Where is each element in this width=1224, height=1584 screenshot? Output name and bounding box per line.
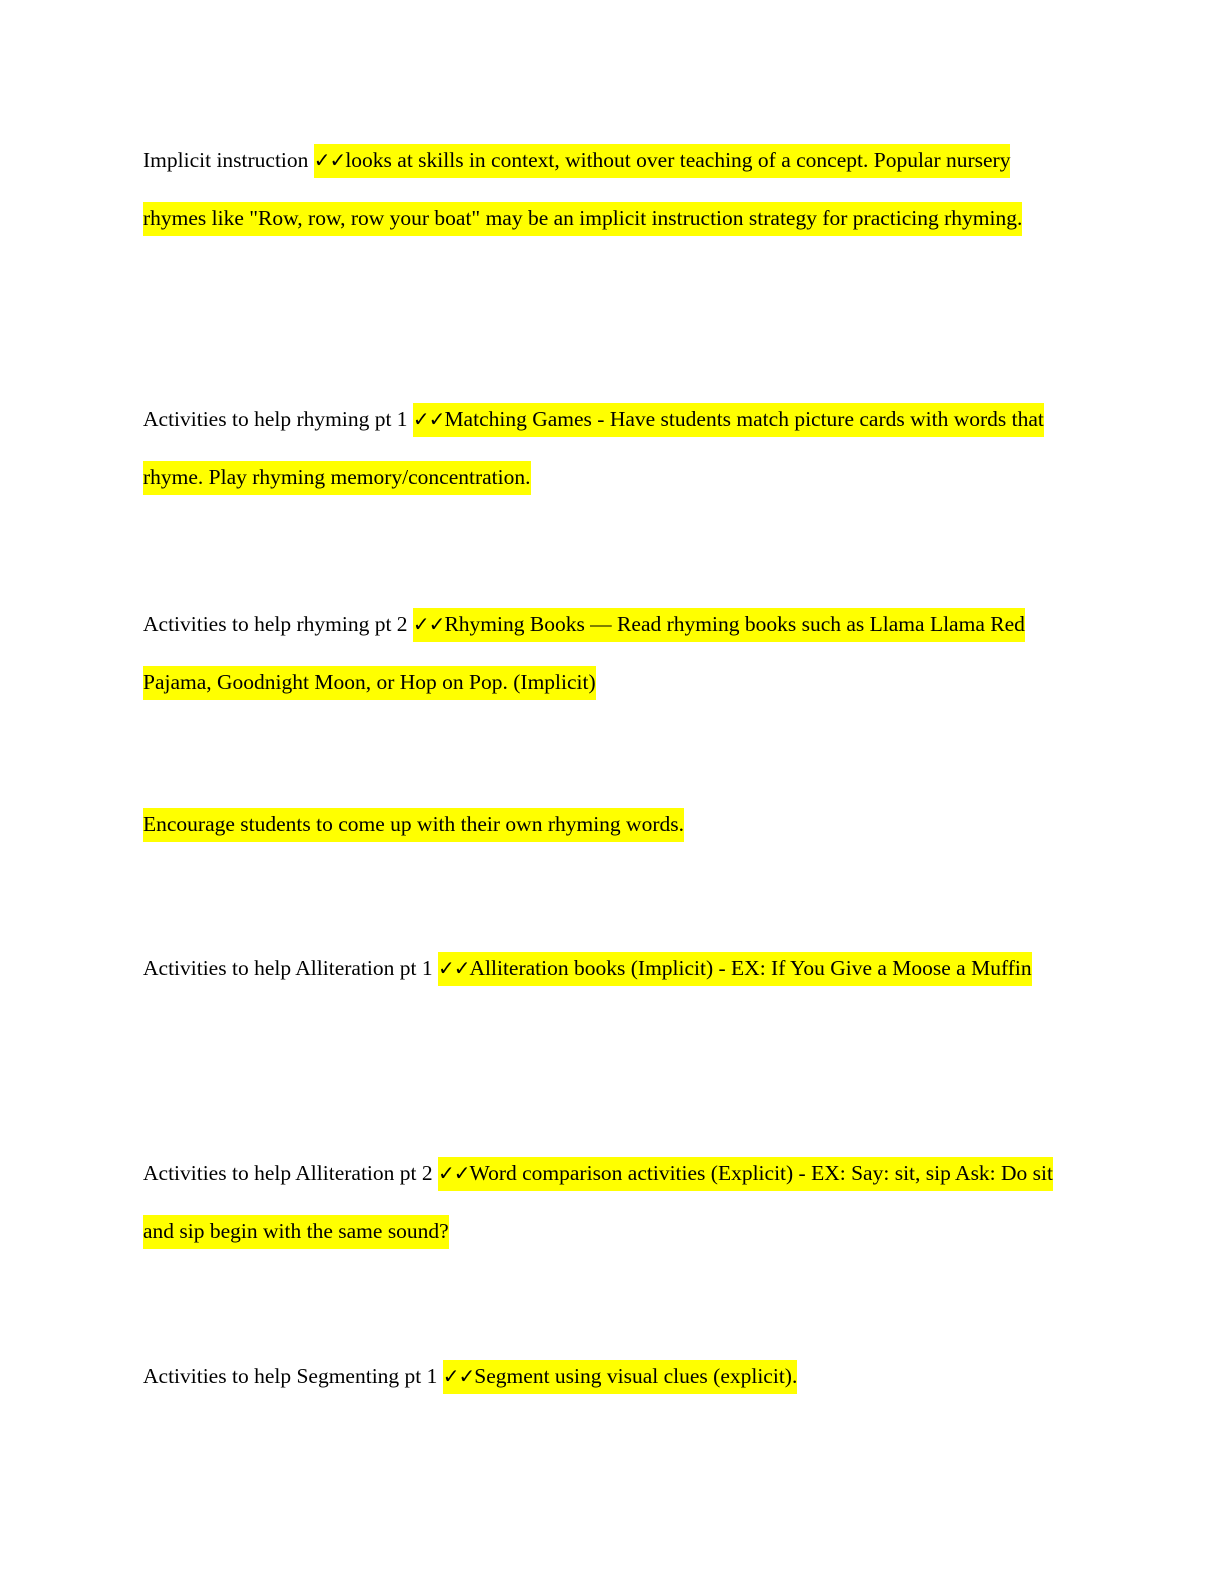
- double-check-icon: ✓✓: [412, 612, 445, 636]
- flashcard-entry: [143, 1347, 1073, 1405]
- entry-definition: Segment using visual clues (explicit).: [474, 1364, 798, 1388]
- entry-term: Implicit instruction: [143, 148, 314, 172]
- entry-term: Activities to help Segmenting pt 1: [143, 1364, 443, 1388]
- entry-answer-highlight: [443, 1360, 798, 1394]
- entry-definition: Alliteration books (Implicit) - EX: If You Give a Moose a Muffin: [469, 956, 1032, 980]
- double-check-icon: ✓✓: [438, 1161, 470, 1185]
- double-check-icon: ✓✓: [313, 148, 346, 172]
- flashcard-entry: [143, 131, 1073, 247]
- double-check-icon: ✓✓: [412, 407, 445, 431]
- double-check-icon: ✓✓: [442, 1364, 475, 1388]
- entry-term: Activities to help Alliteration pt 1: [143, 956, 438, 980]
- flashcard-entry: [143, 1144, 1073, 1260]
- flashcard-entry: [143, 595, 1073, 711]
- entry-term: Activities to help Alliteration pt 2: [143, 1161, 438, 1185]
- entry-term: Activities to help rhyming pt 1: [143, 407, 413, 431]
- entry-definition: Rhyming Books — Read rhyming books such as Llama Llama Red Pajama, Goodnight Moon, or Hop on Pop. (Implicit): [143, 612, 1025, 694]
- entry-answer-highlight: [438, 952, 1032, 986]
- flashcard-entry: [143, 390, 1073, 506]
- entry-definition: looks at skills in context, without over teaching of a concept. Popular nursery rhymes like "Row, row, row your boat" may be an implicit instruction strategy for practicing rhyming.: [143, 148, 1023, 230]
- entry-definition: Matching Games - Have students match picture cards with words that rhyme. Play rhyming memory/concentration.: [143, 407, 1044, 489]
- entry-text-highlight: Encourage students to come up with their own rhyming words.: [143, 808, 684, 842]
- double-check-icon: ✓✓: [438, 956, 470, 980]
- flashcard-entry: [143, 939, 1073, 997]
- entry-definition: Word comparison activities (Explicit) - EX: Say: sit, sip Ask: Do sit and sip begin with the same sound?: [143, 1161, 1053, 1243]
- flashcard-entry: [143, 795, 1073, 853]
- entry-term: Activities to help rhyming pt 2: [143, 612, 413, 636]
